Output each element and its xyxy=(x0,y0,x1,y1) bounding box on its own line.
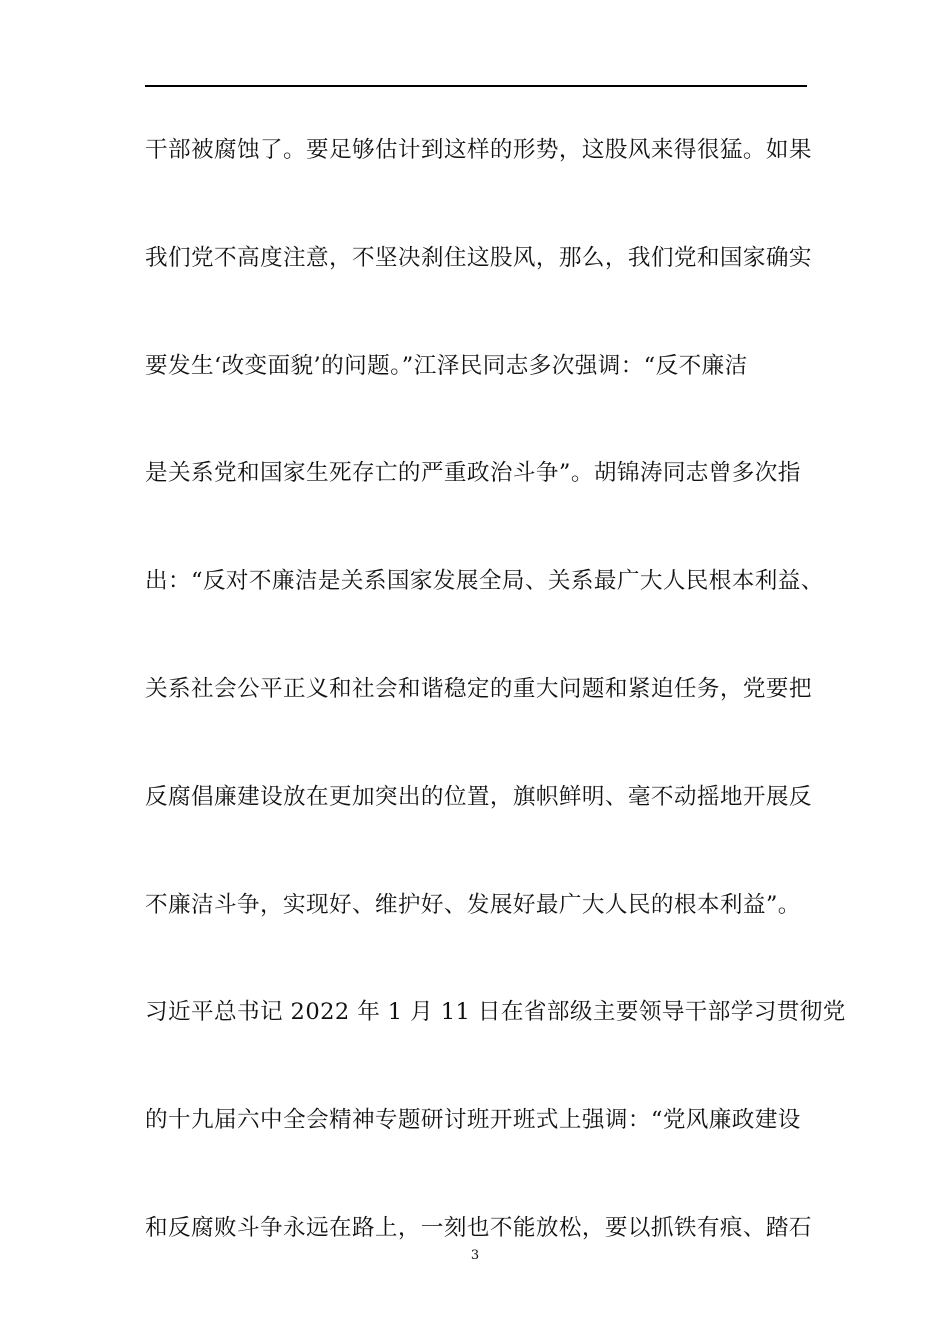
text-line: 干部被腐蚀了。要足够估计到这样的形势，这股风来得很猛。如果 xyxy=(145,137,812,163)
text-line: 反腐倡廉建设放在更加突出的位置，旗帜鲜明、毫不动摇地开展反 xyxy=(145,783,812,810)
text-line: 不廉洁斗争，实现好、维护好、发展好最广大人民的根本利益”。 xyxy=(145,891,801,918)
text-line: 我们党不高度注意，不坚决刹住这股风，那么，我们党和国家确实 xyxy=(145,244,812,271)
text-line: 出：“反对不廉洁是关系国家发展全局、关系最广大人民根本利益、 xyxy=(145,568,824,595)
text-line: 的十九届六中全会精神专题研讨班开班式上强调：“党风廉政建设 xyxy=(145,1107,801,1134)
header-rule xyxy=(145,85,807,87)
page-number: 3 xyxy=(470,1248,480,1263)
text-line: 和反腐败斗争永远在路上，一刻也不能放松，要以抓铁有痕、踏石 xyxy=(145,1214,812,1241)
body-text xyxy=(145,122,846,1308)
text-line: 习近平总书记 2022 年 1 月 11 日在省部级主要领导干部学习贯彻党 xyxy=(145,999,846,1026)
text-line: 关系社会公平正义和社会和谐稳定的重大问题和紧迫任务，党要把 xyxy=(145,675,812,702)
text-line: 要发生‘改变面貌’的问题。”江泽民同志多次强调：“反不廉洁 xyxy=(145,352,748,379)
text-line: 是关系党和国家生死存亡的严重政治斗争”。胡锦涛同志曾多次指 xyxy=(145,460,801,487)
